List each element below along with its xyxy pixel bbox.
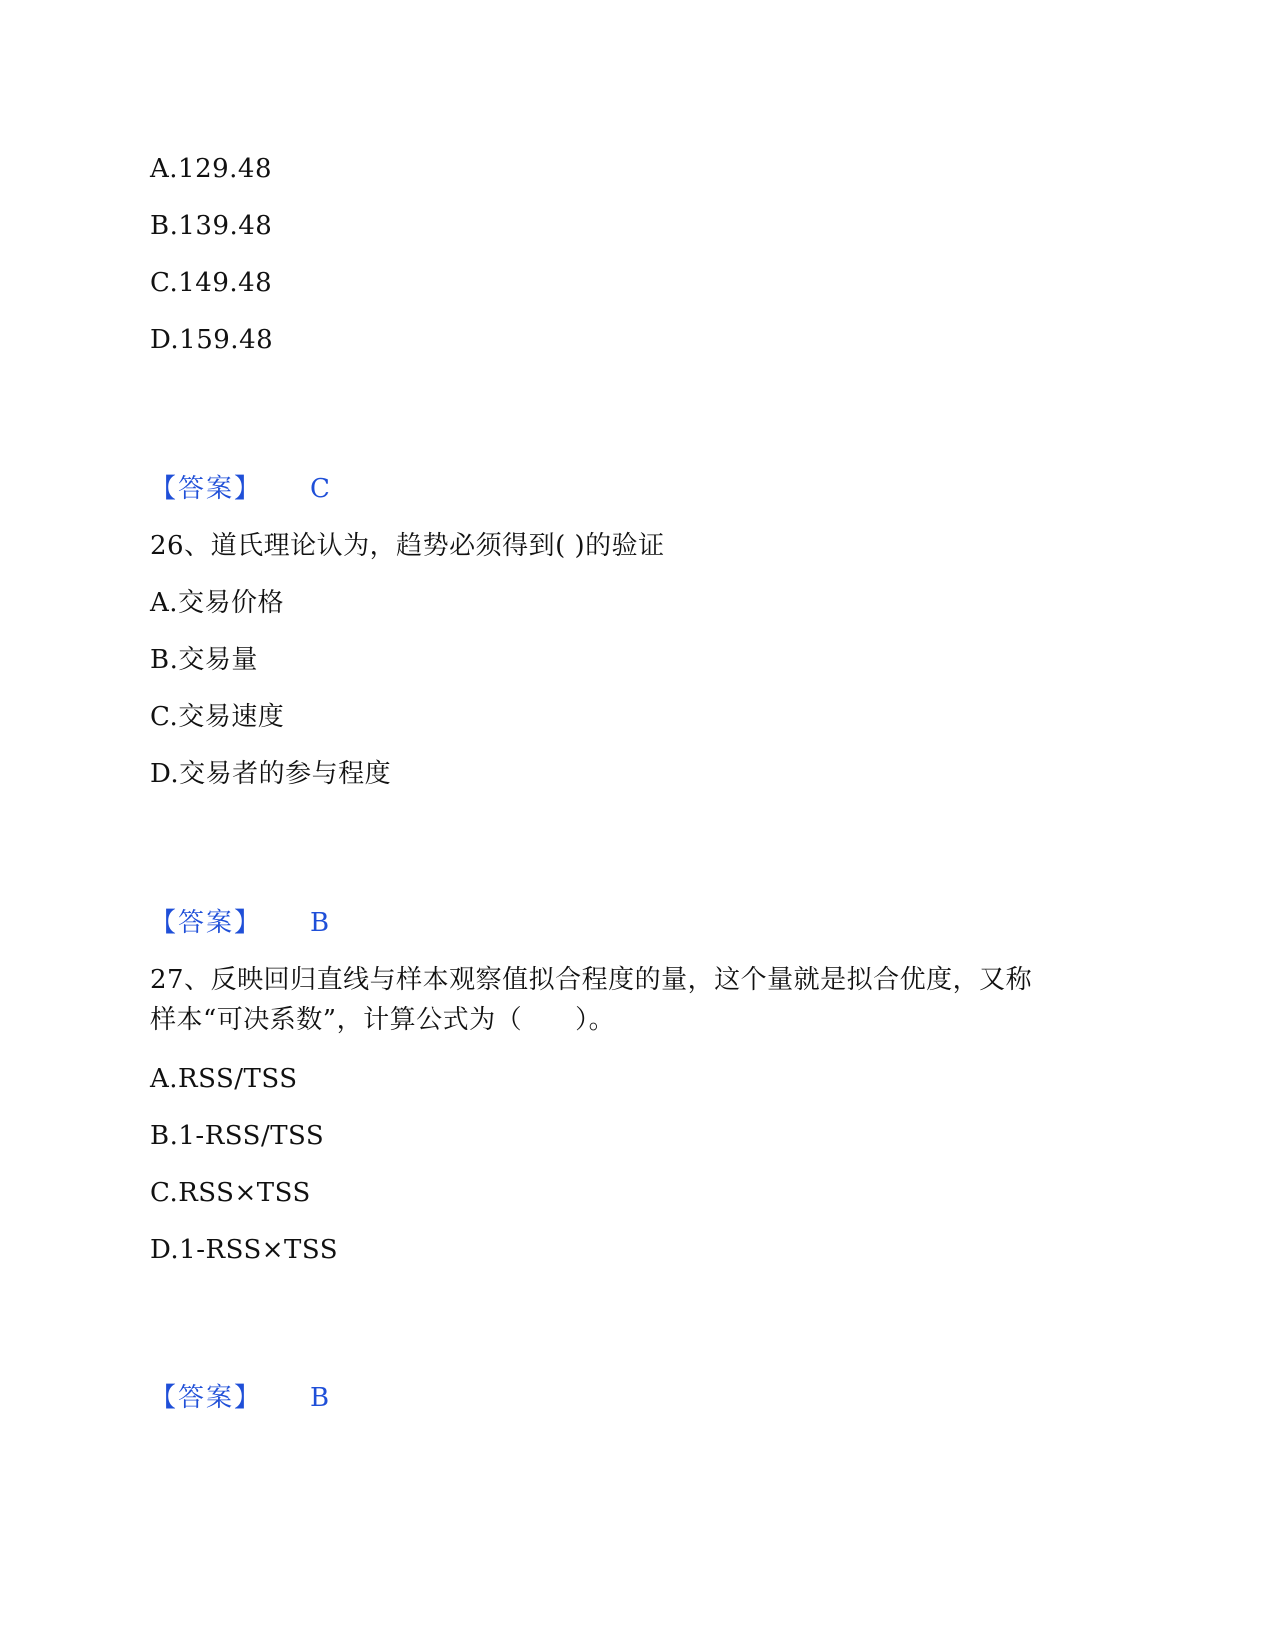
q27-option-c: C.RSS×TSS xyxy=(150,1178,311,1208)
q27-stem-line2: 样本“可决系数”，计算公式为（ ）。 xyxy=(150,1005,616,1035)
q25-option-d: D.159.48 xyxy=(150,325,274,355)
q26-option-c: C.交易速度 xyxy=(150,702,285,732)
q26-option-a: A.交易价格 xyxy=(150,588,285,618)
q26-answer-value: B xyxy=(310,908,330,938)
q25-option-b: B.139.48 xyxy=(150,211,273,241)
q27-answer-value: B xyxy=(310,1383,330,1413)
q26-option-d: D.交易者的参与程度 xyxy=(150,759,392,789)
q27-option-a: A.RSS/TSS xyxy=(150,1064,298,1094)
q26-option-b: B.交易量 xyxy=(150,645,258,675)
q25-answer-value: C xyxy=(310,474,331,504)
q25-answer-label: 【答案】 xyxy=(150,474,263,504)
q27-answer xyxy=(150,1381,330,1415)
q25-option-c: C.149.48 xyxy=(150,268,273,298)
q27-option-b: B.1-RSS/TSS xyxy=(150,1121,325,1151)
q26-stem: 26、道氏理论认为，趋势必须得到( )的验证 xyxy=(150,531,665,561)
q26-answer-label: 【答案】 xyxy=(150,908,263,938)
q27-stem-line1: 27、反映回归直线与样本观察值拟合程度的量，这个量就是拟合优度，又称 xyxy=(150,965,1033,995)
q27-answer-label: 【答案】 xyxy=(150,1383,263,1413)
q27-option-d: D.1-RSS×TSS xyxy=(150,1235,339,1265)
q25-answer xyxy=(150,472,330,506)
q26-answer xyxy=(150,906,330,940)
q25-option-a: A.129.48 xyxy=(150,154,273,184)
